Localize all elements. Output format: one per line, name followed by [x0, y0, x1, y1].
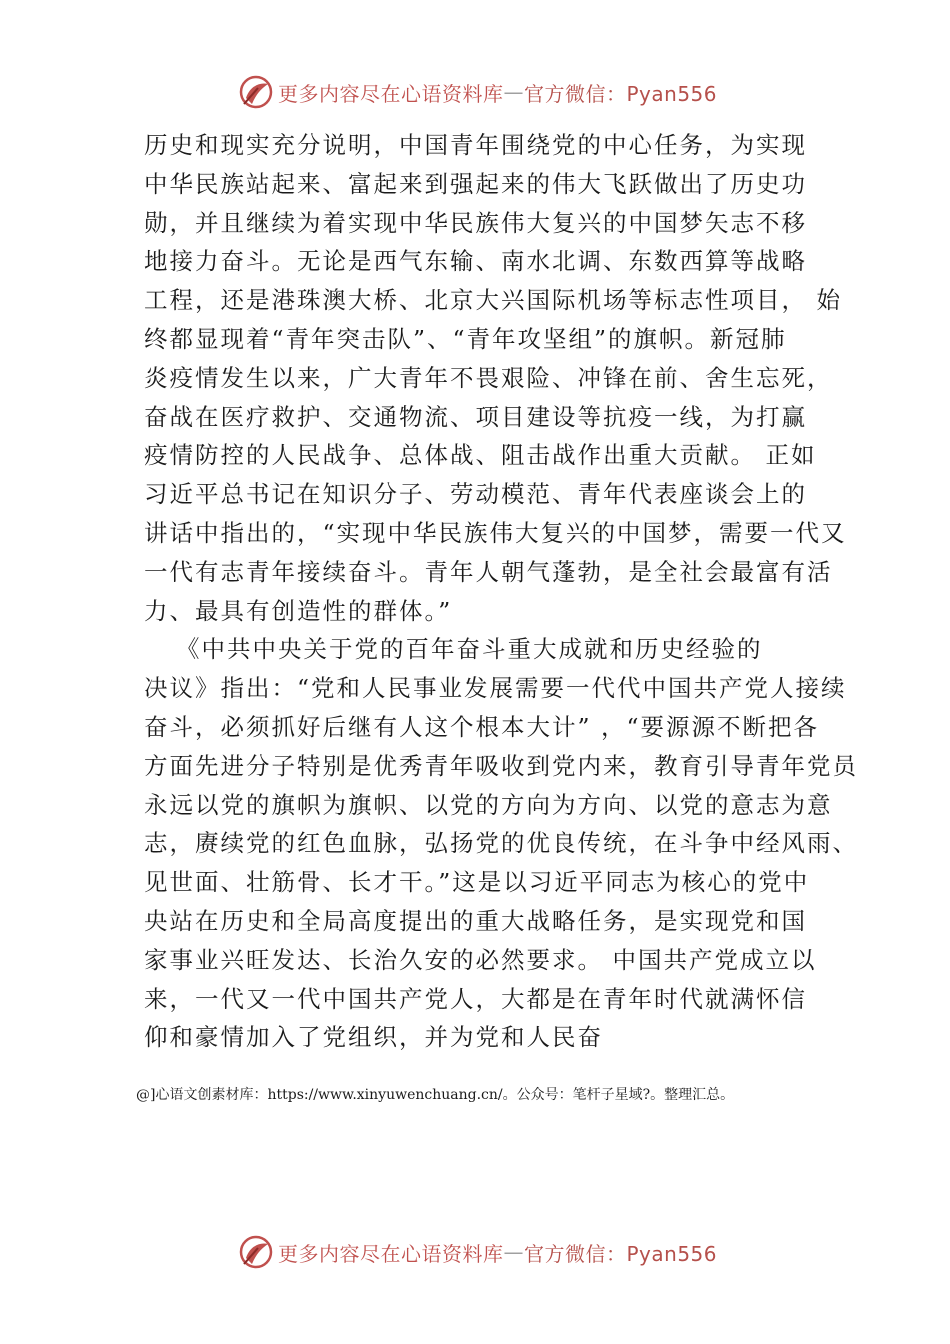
text-line: 永远以党的旗帜为旗帜、以党的方向为方向、以党的意志为意 [144, 790, 833, 819]
text-line: 工程，还是港珠澳大桥、北京大兴国际机场等标志性项目， 始 [144, 286, 842, 315]
text-line: 家事业兴旺发达、长治久安的必然要求。 中国共产党成立以 [144, 945, 817, 974]
text-line: 勋，并且继续为着实现中华民族伟大复兴的中国梦矢志不移 [144, 208, 807, 237]
text-line: 习近平总书记在知识分子、劳动模范、青年代表座谈会上的 [144, 480, 807, 509]
footer-banner [0, 1232, 950, 1272]
paragraph-start-line: 《中共中央关于党的百年奋斗重大成就和历史经验的 [176, 635, 763, 664]
brand-logo-icon [238, 74, 274, 110]
banner-main-text: 更多内容尽在心语资料库 [278, 81, 504, 106]
text-line: 奋战在医疗救护、交通物流、项目建设等抗疫一线，为打赢 [144, 402, 807, 431]
text-line: 终都显现着“青年突击队”、“青年攻坚组”的旗帜。新冠肺 [144, 324, 787, 353]
banner-dash: — [503, 1240, 524, 1264]
source-footer: @]心语文创素材库：https://www.xinyuwenchuang.cn/。公众号：笔杆子星域?。整理汇总。 [136, 1087, 735, 1103]
text-line: 奋斗，必须抓好后继有人这个根本大计” ，“要源源不断把各 [144, 712, 819, 741]
text-line: 炎疫情发生以来，广大青年不畏艰险、冲锋在前、舍生忘死， [144, 363, 833, 392]
text-line: 志，赓续党的红色血脉，弘扬党的优良传统，在斗争中经风雨、 [144, 829, 858, 858]
text-line: 中华民族站起来、富起来到强起来的伟大飞跃做出了历史功 [144, 169, 807, 198]
text-line: 来，一代又一代中国共产党人，大都是在青年时代就满怀信 [144, 984, 807, 1013]
banner-main-text: 更多内容尽在心语资料库 [278, 1241, 504, 1266]
banner-wechat-text: 官方微信：Pyan556 [524, 81, 718, 106]
text-line: 见世面、壮筋骨、长才干。”这是以习近平同志为核心的党中 [144, 868, 810, 897]
text-line: 地接力奋斗。无论是西气东输、南水北调、东数西算等战略 [144, 247, 807, 276]
text-line: 力、最具有创造性的群体。” [144, 596, 453, 625]
header-banner [0, 72, 950, 112]
text-line: 决议》指出：“党和人民事业发展需要一代代中国共产党人接续 [144, 674, 847, 703]
text-line: 一代有志青年接续奋斗。青年人朝气蓬勃，是全社会最富有活 [144, 557, 833, 586]
text-line: 仰和豪情加入了党组织，并为党和人民奋 [144, 1023, 603, 1052]
text-line: 历史和现实充分说明，中国青年围绕党的中心任务，为实现 [144, 131, 807, 159]
text-line: 方面先进分子特别是优秀青年吸收到党内来，教育引导青年党员 [144, 751, 858, 780]
document-body [144, 126, 858, 1057]
banner-wechat-text: 官方微信：Pyan556 [524, 1241, 718, 1266]
text-line: 央站在历史和全局高度提出的重大战略任务，是实现党和国 [144, 906, 807, 935]
brand-logo-icon [238, 1234, 274, 1270]
text-line: 讲话中指出的，“实现中华民族伟大复兴的中国梦，需要一代又 [144, 518, 847, 547]
text-line: 疫情防控的人民战争、总体战、阻击战作出重大贡献。 正如 [144, 441, 817, 470]
banner-dash: — [503, 80, 524, 104]
